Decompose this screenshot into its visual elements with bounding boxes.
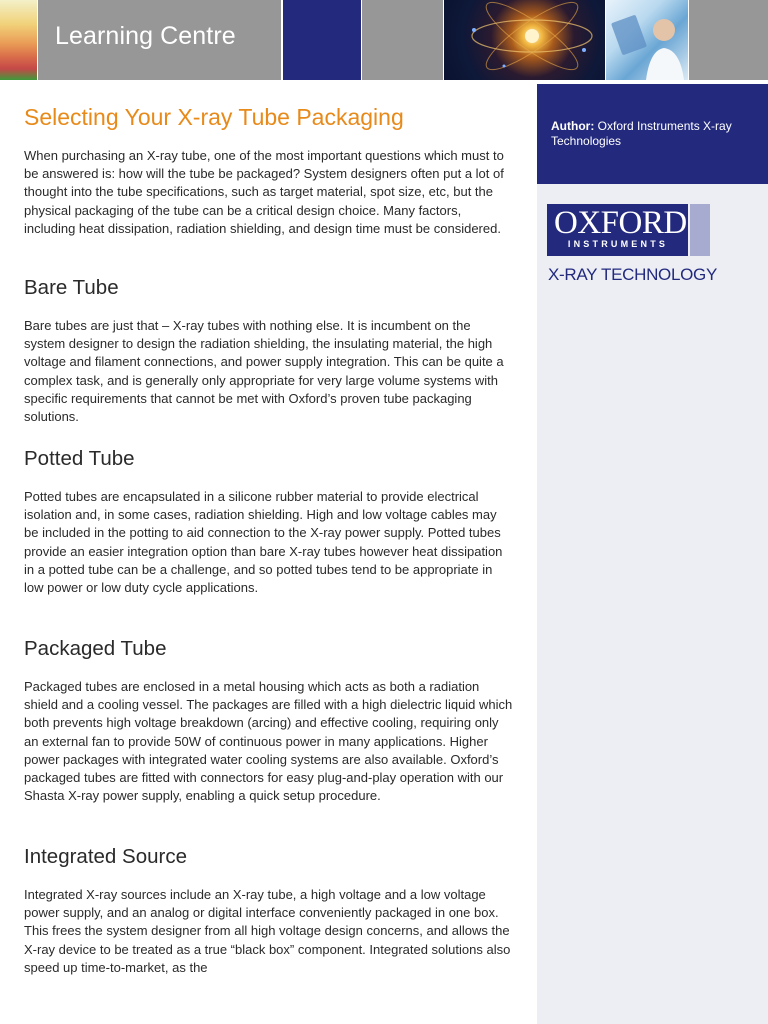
logo-main-block <box>547 204 688 256</box>
section-body: Packaged tubes are enclosed in a metal housing which acts as both a radiation shield and a cooling vessel. The packages are filled with a high dielectric liquid which both prevents high voltage breakdown (arcing) and effective cooling, requiring only an external fan to provide 50W of continuous power in many applications. Higher power packages with integrated water cooling systems are also available. Oxford’s packaged tubes are fitted with connectors for easy plug-and-play operation with our Shasta X-ray power supply, enabling a quick setup procedure. <box>24 679 513 804</box>
scientist-icon <box>606 0 688 80</box>
article <box>24 100 514 975</box>
banner-gray-tile-right <box>689 0 768 80</box>
banner-title-tile <box>38 0 281 80</box>
section-body: Bare tubes are just that – X-ray tubes with nothing else. It is incumbent on the system designer to design the radiation shielding, the insulating material, the high voltage and filament connections, and power supply integration. This can be quite a complex task, and is generally only appropriate for very large volume systems with specific requirements that cannot be met with Oxford’s proven tube packaging solutions. <box>24 318 504 425</box>
banner-gray-tile <box>362 0 443 80</box>
section-integrated-source <box>24 844 514 977</box>
logo-caption: X-RAY TECHNOLOGY <box>548 265 718 284</box>
logo-word: OXFORD <box>554 205 687 241</box>
oxford-instruments-logo <box>547 204 711 256</box>
logo-subtitle: INSTRUMENTS <box>567 239 669 249</box>
header-banner <box>0 0 768 80</box>
author-name: Oxford Instruments X-ray Technologies <box>551 119 732 148</box>
author-box <box>537 84 768 184</box>
section-body: Integrated X-ray sources include an X-ray tube, a high voltage and a low voltage power supply, and an analog or digital interface conveniently packaged in one box. This frees the system designer from all high voltage design concerns, and allows the X-ray device to be treated as a true “black box” component. Integrated solutions also speed up time-to-market, as the <box>24 887 511 975</box>
article-title: Selecting Your X-ray Tube Packaging <box>24 104 404 130</box>
logo-side-bar <box>690 204 710 256</box>
section-heading: Integrated Source <box>24 845 187 868</box>
section-bare-tube <box>24 275 514 426</box>
article-intro: When purchasing an X-ray tube, one of the most important questions which must to be answered is: how will the tube be packaged? System designers often put a lot of thought into the tube specifications, such as target material, spot size, etc, but the physical packaging of the tube can be a critical design choice. Many factors, including heat dissipation, radiation shielding, and design time must be considered. <box>24 148 504 236</box>
section-packaged-tube <box>24 636 514 805</box>
section-heading: Bare Tube <box>24 276 119 299</box>
atom-orbits-icon <box>444 0 605 80</box>
section-potted-tube <box>24 446 514 597</box>
section-heading: Potted Tube <box>24 447 135 470</box>
section-body: Potted tubes are encapsulated in a silicone rubber material to provide electrical isolation and, in some cases, radiation shielding. High and low voltage cables may be included in the potting to aid connection to the X-ray power supply. Potted tubes provide an easier integration option than bare X-ray tubes however heat dissipation in a potted tube can be a challenge, and so potted tubes tend to be appropriate in low power or low duty cycle applications. <box>24 489 503 596</box>
banner-title: Learning Centre <box>55 22 236 50</box>
author-label: Author: <box>551 119 595 133</box>
section-heading: Packaged Tube <box>24 637 167 660</box>
author-credit <box>551 119 757 149</box>
lab-scientist-image <box>606 0 688 80</box>
banner-navy-tile <box>283 0 361 80</box>
sidebar <box>537 84 768 1024</box>
spectrum-image <box>0 0 37 80</box>
atom-image <box>444 0 605 80</box>
